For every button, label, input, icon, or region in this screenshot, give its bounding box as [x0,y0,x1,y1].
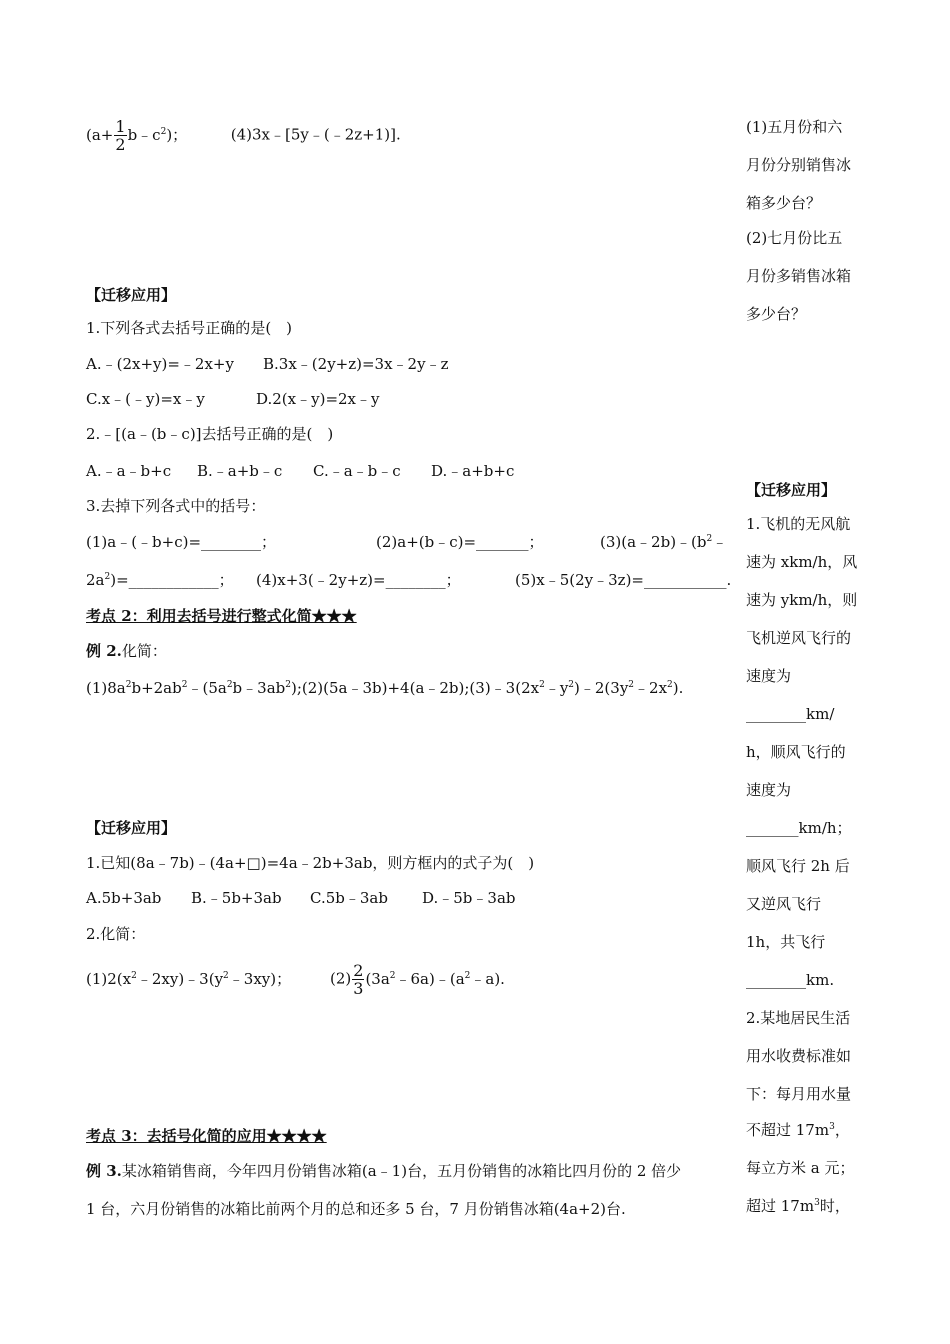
q3-item-2: (2)a+(b﹣c)=_______； [376,533,544,551]
q1-option-a: A.﹣(2x+y)=﹣2x+y [86,355,234,373]
side-question-line: (1)五月份和六 [746,118,843,136]
side-exercise-line: 用水收费标准如 [746,1047,852,1065]
side-line-over-pre: 超过 17m [746,1197,815,1215]
expr-text: (1)8a [86,679,126,697]
expr-text: ﹣2xy)﹣3(y [136,970,224,988]
exponent: 2 [160,126,167,137]
section-heading-qianyi-1: 【迁移应用】 [86,286,177,304]
exponent: 3 [829,1122,835,1132]
exponent: 2 [628,680,635,690]
expr-text: ﹣3xy)； [228,970,292,988]
q3-item-3b-pre: 2a [86,571,105,589]
exponent: 2 [285,680,291,690]
q4-option-c: C.5b﹣3ab [310,889,388,907]
q1-option-d: D.2(x﹣y)=2x﹣y [256,390,380,408]
exponent: 2 [539,680,545,690]
side-line-17m3-post: ， [834,1121,850,1139]
q2-option-a: A.﹣a﹣b+c [86,462,172,480]
q4-option-b: B.﹣5b+3ab [191,889,282,907]
exponent: 2 [131,971,137,981]
kaodian-2-heading: 考点 2：利用去括号进行整式化简★★★ [86,607,357,625]
side-line-over [746,1196,850,1216]
example-2-expression [86,678,683,698]
q5-item-2-pre: (2) [330,969,352,988]
side-question-line: 月份分别销售冰 [746,156,852,174]
q3-item-3b-post: )=____________； [110,571,234,589]
expr-text: (3a [365,969,390,988]
side-exercise-line: 速为 xkm/h，风 [746,553,858,571]
example-3-label: 例 3. [86,1162,122,1180]
exponent: 2 [568,680,575,690]
expr-3-mid: b﹣c [127,125,161,144]
side-exercise-line: 速度为 [746,781,792,799]
question-5: 2.化简： [86,925,146,943]
exponent: 2 [181,680,188,690]
side-exercise-line: 又逆风飞行 [746,895,822,913]
q3-item-4: (4)x+3(﹣2y+z)=________； [256,571,461,589]
side-exercise-line: _______km/h； [746,819,852,837]
q1-option-c: C.x﹣(﹣y)=x﹣y [86,390,205,408]
side-exercise-line: 1h，共飞行 [746,933,826,951]
expr-text: ﹣(5a [187,679,227,697]
fraction-denominator: 3 [353,979,364,998]
side-exercise-line: 速度为 [746,667,792,685]
example-2-text: 化简： [121,642,167,660]
q5-item-1 [86,969,291,989]
q2-option-b: B.﹣a+b﹣c [197,462,283,480]
expr-text: );(2)(5a﹣3b)+4(a﹣2b);(3)﹣3(2x [290,679,540,697]
expr-text: ﹣6a)﹣(a [395,969,465,988]
q4-option-d: D.﹣5b﹣3ab [422,889,516,907]
expr-text: ). [672,679,684,697]
q3-item-1: (1)a﹣(﹣b+c)=________； [86,533,277,551]
exponent: 2 [226,680,233,690]
exponent: 2 [464,970,471,981]
side-exercise-line: 1.飞机的无风航 [746,515,851,533]
fraction-denominator: 2 [115,135,126,154]
question-1: 1.下列各式去括号正确的是( ) [86,319,293,337]
q3-item-3-continued [86,570,234,590]
side-question-line: 箱多少台？ [746,194,822,212]
side-question-line: 多少台？ [746,305,807,323]
example-2-label: 例 2. [86,642,122,660]
side-exercise-line: h，顺风飞行的 [746,743,846,761]
expr-text: )﹣2(3y [574,679,629,697]
side-line-17m3-pre: 不超过 17m [746,1121,830,1139]
q4-option-a: A.5b+3ab [86,889,162,907]
example-3-line-2: 1 台，六月份销售的冰箱比前两个月的总和还多 5 台，7 月份销售冰箱(4a+2)台. [86,1200,626,1218]
fraction-one-half [114,118,126,153]
expr-text: ﹣a). [470,969,505,988]
exponent: 2 [104,572,111,582]
question-2: 2.﹣[(a﹣(b﹣c)]去括号正确的是( ) [86,425,334,443]
q3-item-3-post: ﹣ [712,533,728,551]
exponent: 2 [223,971,229,981]
q3-item-3 [600,532,727,552]
exponent: 2 [125,680,132,690]
expr-text: b+2ab [131,679,182,697]
expr-4: (4)3x﹣[5y﹣(﹣2z+1)]. [230,125,401,144]
side-exercise-line: 2.某地居民生活 [746,1009,851,1027]
expr-3 [86,117,188,154]
fraction-two-thirds [352,962,364,997]
q1-option-b: B.3x﹣(2y+z)=3x﹣2y﹣z [263,355,449,373]
expr-text: ﹣y [544,679,569,697]
q2-option-c: C.﹣a﹣b﹣c [313,462,401,480]
question-3: 3.去掉下列各式中的括号： [86,497,266,515]
expr-text: (1)2(x [86,970,132,988]
expr-3-post: )； [166,125,188,144]
q3-item-3-pre: (3)(a﹣2b)﹣(b [600,533,707,551]
example-3-text: 某冰箱销售商，今年四月份销售冰箱(a﹣1)台，五月份销售的冰箱比四月份的 2 倍少 [121,1162,682,1180]
exponent: 2 [706,534,713,544]
side-exercise-line: 速为 ykm/h，则 [746,591,858,609]
kaodian-3-heading: 考点 3：去括号化简的应用★★★★ [86,1127,327,1145]
exponent: 2 [667,680,673,690]
exponent: 3 [814,1198,820,1208]
side-exercise-line: 顺风飞行 2h 后 [746,857,850,875]
side-question-line: (2)七月份比五 [746,229,843,247]
expr-text: b﹣3ab [232,679,286,697]
example-3-line-1 [86,1161,681,1181]
fraction-numerator: 2 [353,961,364,980]
side-line-over-post: 时， [819,1197,850,1215]
question-4: 1.已知(8a﹣7b)﹣(4a+□)=4a﹣2b+3ab，则方框内的式子为( ) [86,854,535,872]
section-heading-qianyi-2: 【迁移应用】 [86,819,177,837]
q3-item-5: (5)x﹣5(2y﹣3z)=___________. [515,571,732,589]
side-question-line: 月份多销售冰箱 [746,267,852,285]
exponent: 2 [389,970,396,981]
q2-option-d: D.﹣a+b+c [431,462,515,480]
side-exercise-line: ________km. [746,971,835,989]
expr-text: ﹣2x [634,679,668,697]
fraction-numerator: 1 [115,117,126,136]
q5-item-2-expr [365,970,505,988]
expr-3-pre: (a+ [86,125,114,144]
side-exercise-line: ________km/ [746,705,835,723]
side-heading-qianyi: 【迁移应用】 [746,481,837,499]
side-exercise-line: 飞机逆风飞行的 [746,629,852,647]
side-line-price: 每立方米 a 元； [746,1159,855,1177]
expr-line-3-4 [86,118,401,153]
side-exercise-line: 下：每月用水量 [746,1085,852,1103]
example-2 [86,641,167,661]
q5-item-2 [330,962,505,997]
side-line-17m3 [746,1120,850,1140]
